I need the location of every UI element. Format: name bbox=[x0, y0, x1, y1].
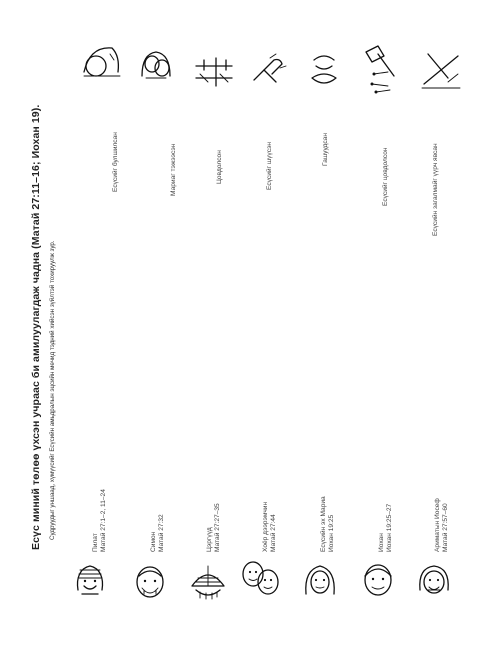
action-crucified bbox=[216, 150, 223, 184]
person-name: Хоёр дээрэмчин bbox=[262, 501, 269, 552]
worksheet-title: Есүс миний төлөө үхсэн учраас би амилуулагдаж чадна (Матай 27:11–16; Иохан 19). bbox=[30, 104, 42, 550]
person-soldiers bbox=[206, 503, 223, 552]
action-label: Есүсийг булшилсан bbox=[112, 132, 119, 192]
joseph-face-icon bbox=[414, 560, 454, 600]
person-name: Симон bbox=[150, 531, 157, 552]
action-label: Мариаг тэжээсэн bbox=[170, 143, 177, 196]
person-name: Есүсийн эх Мариа bbox=[320, 496, 327, 552]
three-crosses-icon bbox=[192, 56, 236, 90]
action-judged bbox=[266, 142, 273, 190]
person-mary bbox=[320, 496, 337, 552]
mary-face-icon bbox=[300, 560, 340, 600]
cross-carried-icon bbox=[418, 48, 464, 92]
person-ref: Матай 27:32 bbox=[158, 514, 166, 552]
mary-john-icon bbox=[136, 44, 176, 84]
person-ref: Иохан 19:25–27 bbox=[386, 503, 394, 552]
grieving-icon bbox=[306, 50, 342, 90]
person-john bbox=[378, 504, 395, 552]
person-name: Пилат bbox=[92, 533, 99, 552]
person-ref: Матай 27:44 bbox=[270, 514, 278, 552]
person-thieves bbox=[262, 502, 279, 552]
person-joseph bbox=[434, 498, 451, 552]
two-thieves-icon bbox=[238, 556, 282, 600]
person-ref: Матай 27:57–60 bbox=[442, 503, 450, 552]
person-name: Цэргүүд bbox=[206, 527, 213, 552]
action-carried-cross bbox=[432, 143, 439, 236]
person-pilate bbox=[92, 489, 109, 552]
action-label: Гашуудсан bbox=[322, 133, 329, 166]
person-ref: Иохан 19:25 bbox=[328, 514, 336, 552]
action-label: Есүсийг шүүсэн bbox=[266, 141, 273, 190]
hammer-nails-icon bbox=[360, 40, 400, 96]
person-ref: Матай 27:1–2, 11–24 bbox=[100, 489, 108, 552]
tomb-icon bbox=[80, 42, 122, 84]
person-name: Иохан bbox=[378, 533, 385, 552]
person-name: Ариматын Иосеф bbox=[434, 498, 441, 552]
action-label: Есүсийг цовдолсон bbox=[382, 147, 389, 206]
person-simon bbox=[150, 514, 167, 552]
worksheet-instruction: Судруудыг уншаад, хүмүүсийг Есүсийн амьдралын эцсийн мөчид тэдний хийсэн зүйлтэй тохируулж зур. bbox=[49, 240, 56, 540]
action-nailed bbox=[382, 147, 389, 206]
judging-hand-icon bbox=[246, 52, 288, 88]
john-face-icon bbox=[358, 560, 398, 600]
soldier-helmet-icon bbox=[186, 562, 230, 602]
action-label: Цовдолсон bbox=[216, 150, 223, 184]
simon-face-icon bbox=[130, 562, 170, 602]
action-buried bbox=[112, 132, 119, 192]
person-ref: Матай 27:27–35 bbox=[214, 503, 222, 552]
action-label: Есүсийн загалмайг үүрч явсан bbox=[432, 143, 439, 236]
action-cared-for-mary bbox=[170, 144, 177, 196]
action-mourned bbox=[322, 133, 329, 166]
pilate-face-icon bbox=[70, 560, 110, 600]
